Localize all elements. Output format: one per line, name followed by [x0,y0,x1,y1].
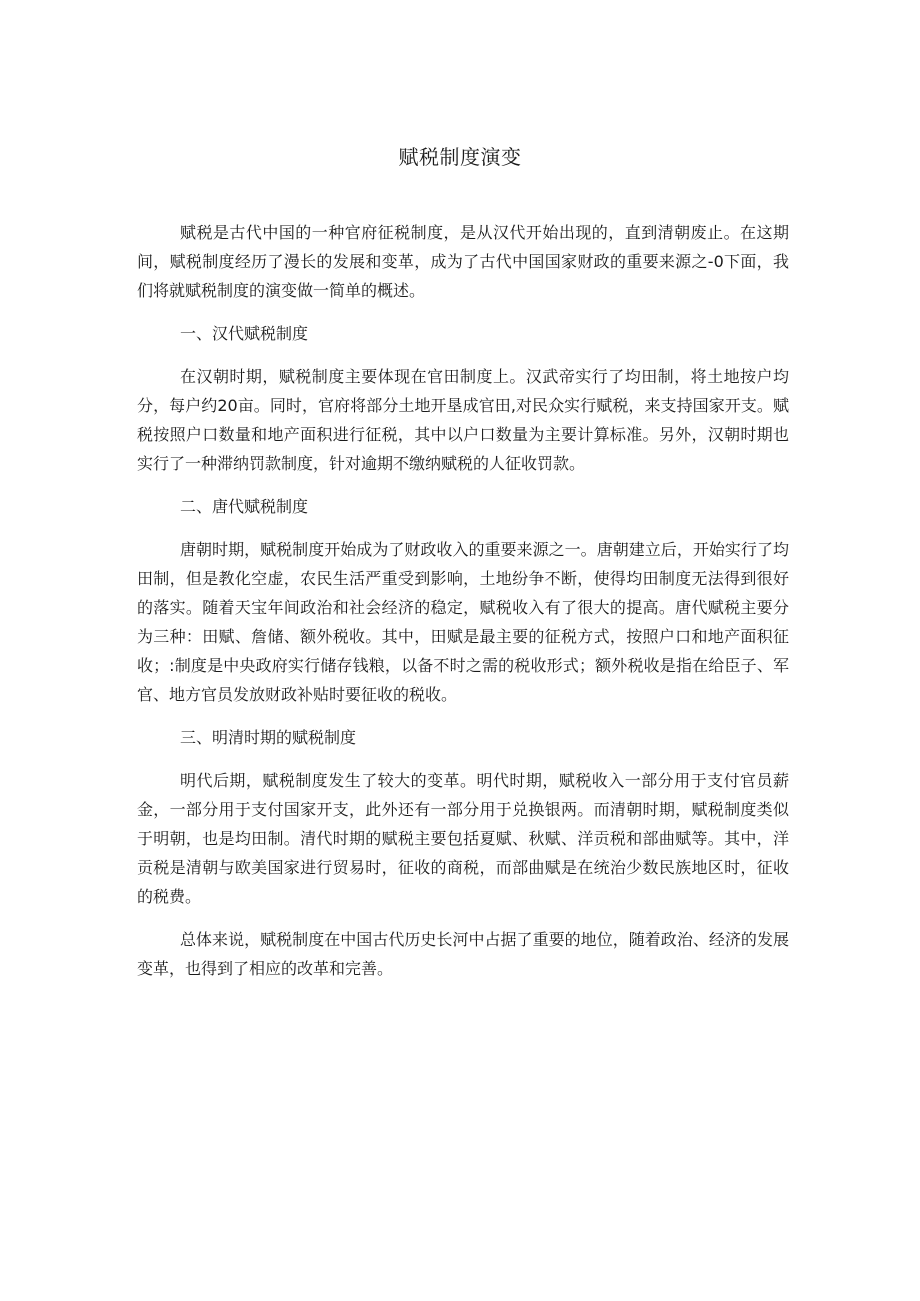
section-paragraph-tang: 唐朝时期，赋税制度开始成为了财政收入的重要来源之一。唐朝建立后，开始实行了均田制，但是教化空虚，农民生活严重受到影响，土地纷争不断，使得均田制度无法得到很好的落实。随着天宝年间政治和社会经济的稳定，赋税收入有了很大的提高。唐代赋税主要分为三种：田赋、詹储、额外税收。其中，田赋是最主要的征税方式，按照户口和地产面积征收；:制度是中央政府实行储存钱粮，以备不时之需的税收形式；额外税收是指在给臣子、军官、地方官员发放财政补贴时要征收的税收。 [137,540,789,704]
section-heading-han: 一、汉代赋税制度 [180,324,309,343]
intro-paragraph: 赋税是古代中国的一种官府征税制度，是从汉代开始出现的，直到清朝废止。在这期间，赋税制度经历了漫长的发展和变革，成为了古代中国国家财政的重要来源之-0下面，我们将就赋税制度的演变做一简单的概述。 [137,223,789,300]
section-heading-ming-qing: 三、明清时期的赋税制度 [180,728,357,747]
section-paragraph-ming-qing: 明代后期，赋税制度发生了较大的变革。明代时期，赋税收入一部分用于支付官员薪金，一部分用于支付国家开支，此外还有一部分用于兑换银两。而清朝时期，赋税制度类似于明朝，也是均田制。清代时期的赋税主要包括夏赋、秋赋、洋贡税和部曲赋等。其中，洋贡税是清朝与欧美国家进行贸易时，征收的商税，而部曲赋是在统治少数民族地区时，征收的税费。 [137,771,789,906]
conclusion-paragraph: 总体来说，赋税制度在中国古代历史长河中占据了重要的地位，随着政治、经济的发展变革，也得到了相应的改革和完善。 [137,930,789,978]
section-paragraph-han: 在汉朝时期，赋税制度主要体现在官田制度上。汉武帝实行了均田制，将土地按户均分，每户约20亩。同时，官府将部分土地开垦成官田,对民众实行赋税，来支持国家开支。赋税按照户口数量和地产面积进行征税，其中以户口数量为主要计算标准。另外，汉朝时期也实行了一种滞纳罚款制度，针对逾期不缴纳赋税的人征收罚款。 [137,367,789,473]
document-body [137,218,789,983]
document-title: 赋税制度演变 [398,145,522,169]
section-heading-tang: 二、唐代赋税制度 [180,497,309,516]
